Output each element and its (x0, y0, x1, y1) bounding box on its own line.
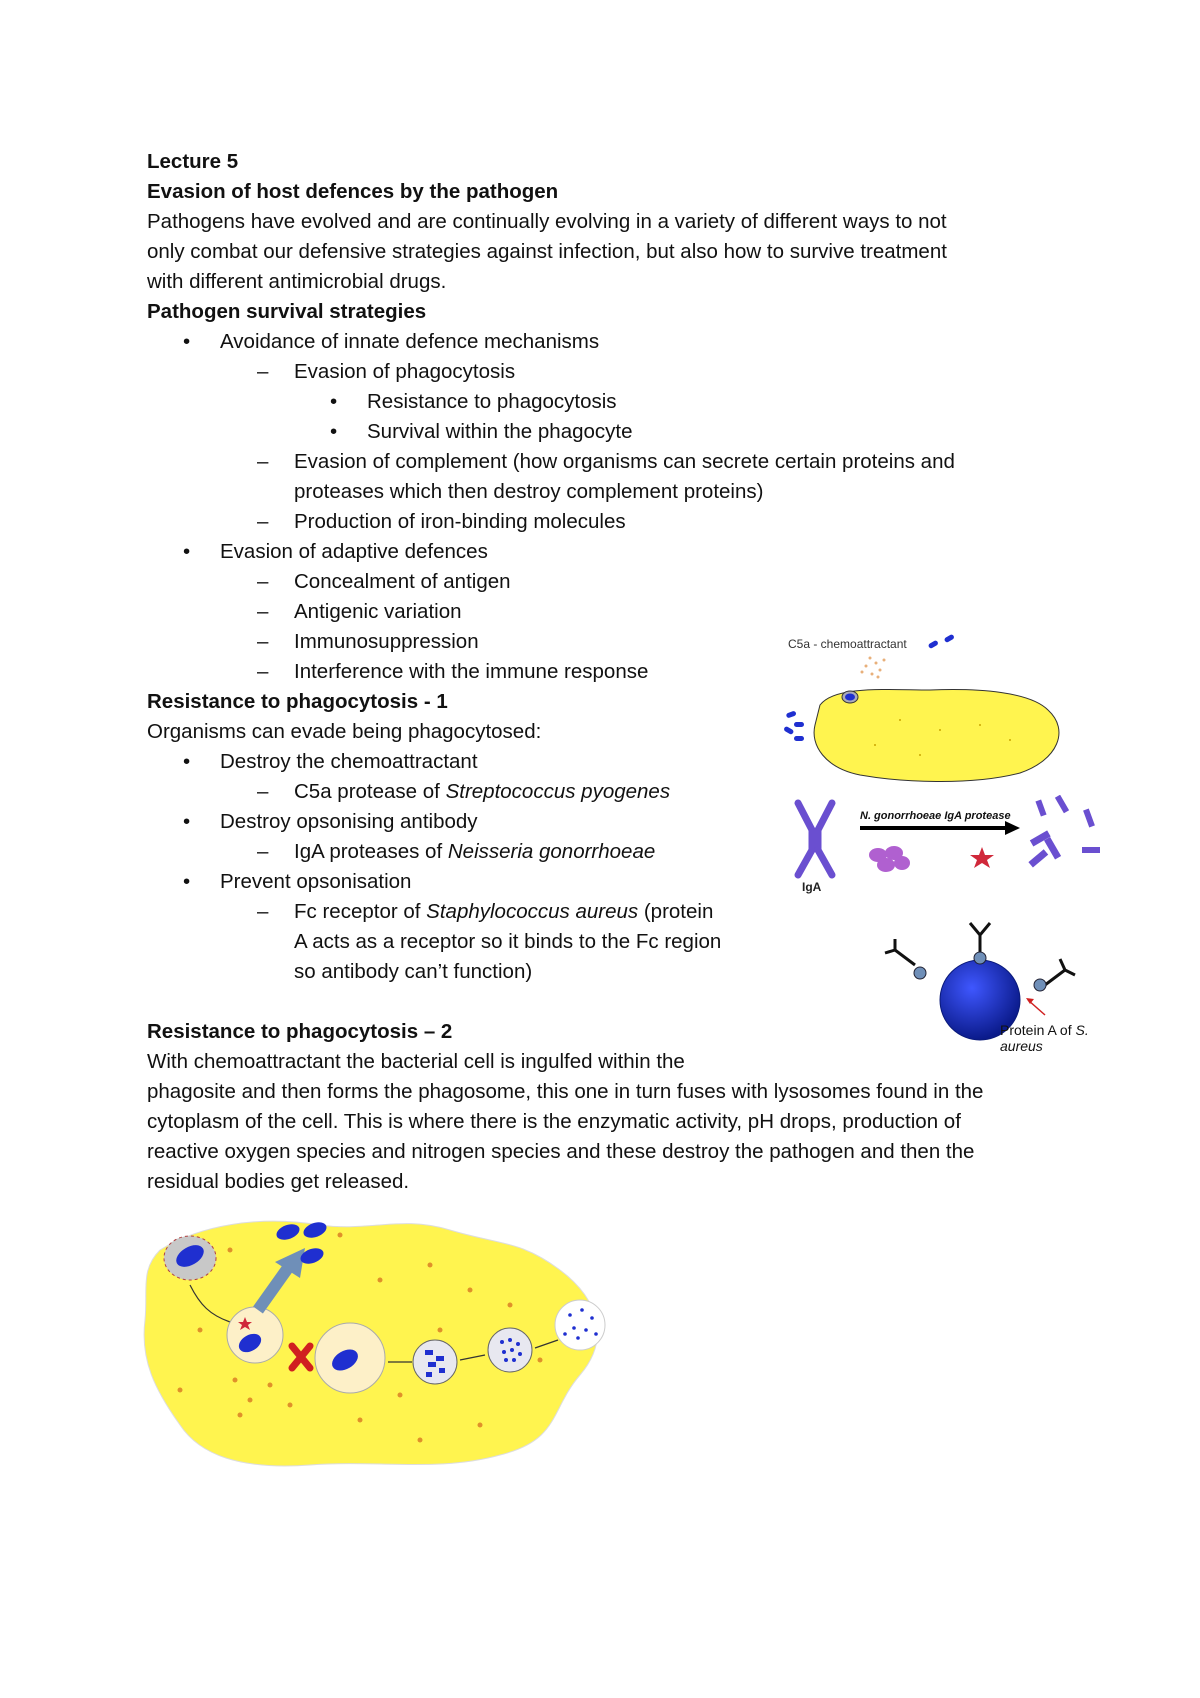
list-item: Production of iron-binding molecules (294, 510, 626, 533)
list-item: Evasion of phagocytosis (294, 360, 516, 383)
bullet-dot: • (183, 810, 191, 833)
list-item: Prevent opsonisation (220, 870, 412, 893)
para-line-3: cytoplasm of the cell. This is where there is the enzymatic activity, pH drops, production of (147, 1110, 961, 1133)
list-item: Evasion of complement (how organisms can secrete certain proteins and (294, 450, 955, 473)
bullet-dash: – (257, 660, 269, 683)
bullet-dash: – (257, 900, 269, 923)
bullet-dash: – (257, 840, 269, 863)
intro-line-3: with different antimicrobial drugs. (147, 270, 447, 293)
heading-evasion: Evasion of host defences by the pathogen (147, 180, 559, 203)
list-item (294, 837, 655, 867)
list-item: Avoidance of innate defence mechanisms (220, 330, 600, 353)
para-line-5: residual bodies get released. (147, 1170, 410, 1193)
fc-text-tail: (protein (638, 900, 714, 923)
list-item: Interference with the immune response (294, 660, 649, 683)
list-item-continued: A acts as a receptor so it binds to the Fc region (294, 930, 722, 953)
para-line-4: reactive oxygen species and nitrogen species and these destroy the pathogen and then the (147, 1140, 975, 1163)
species-name: Staphylococcus aureus (426, 900, 639, 923)
list-item: Destroy the chemoattractant (220, 750, 478, 773)
c5a-text: C5a protease of (294, 780, 446, 803)
chemoattractant-dots-icon (861, 657, 886, 679)
lecture-number: Lecture 5 (147, 150, 239, 173)
list-item: Resistance to phagocytosis (367, 390, 617, 413)
intro-line-2: only combat our defensive strategies against infection, but also how to survive treatment (147, 240, 947, 263)
species-name: Neisseria gonorrhoeae (447, 840, 656, 863)
bullet-dot: • (330, 390, 338, 413)
list-item: Survival within the phagocyte (367, 420, 633, 443)
bullet-dot: • (183, 330, 191, 353)
list-item (294, 897, 713, 927)
bullet-dot: • (183, 750, 191, 773)
star-icon (970, 847, 994, 868)
iga-protease-label: N. gonorrhoeae IgA protease (860, 810, 1011, 822)
heading-resistance-2: Resistance to phagocytosis – 2 (147, 1020, 453, 1043)
c5a-figure (780, 630, 1110, 790)
protease-enzyme-icon (869, 846, 910, 872)
iga-label: IgA (802, 880, 822, 894)
bullet-dash: – (257, 510, 269, 533)
bullet-dash: – (257, 600, 269, 623)
list-item: Immunosuppression (294, 630, 479, 653)
para-line-1: With chemoattractant the bacterial cell is ingulfed within the (147, 1050, 685, 1073)
list-item (294, 777, 670, 807)
bullet-dot: • (183, 870, 191, 893)
bullet-dash: – (257, 570, 269, 593)
evade-intro: Organisms can evade being phagocytosed: (147, 720, 542, 743)
iga-antibody-icon (798, 803, 832, 875)
protein-a-label: Protein A of S. (1000, 1022, 1089, 1038)
list-item: Concealment of antigen (294, 570, 511, 593)
protein-a-figure (860, 895, 1120, 1045)
list-item: Antigenic variation (294, 600, 462, 623)
bullet-dash: – (257, 450, 269, 473)
heading-survival-strategies: Pathogen survival strategies (147, 300, 427, 323)
bullet-dot: • (183, 540, 191, 563)
list-item: Evasion of adaptive defences (220, 540, 488, 563)
c5a-label: C5a - chemoattractant (788, 637, 907, 651)
fc-text: Fc receptor of (294, 900, 427, 923)
list-item-continued: proteases which then destroy complement proteins) (294, 480, 764, 503)
heading-resistance-1: Resistance to phagocytosis - 1 (147, 690, 448, 713)
intro-line-1: Pathogens have evolved and are continually evolving in a variety of different ways to not (147, 210, 947, 233)
cleaved-antibody-fragments-icon (1028, 795, 1100, 867)
bullet-dash: – (257, 360, 269, 383)
bullet-dash: – (257, 630, 269, 653)
species-name: Streptococcus pyogenes (445, 780, 671, 803)
protein-a-species: aureus (1000, 1038, 1043, 1054)
list-item-continued: so antibody can’t function) (294, 960, 533, 983)
iga-protease-figure (790, 795, 1120, 895)
para-line-2: phagosite and then forms the phagosome, this one in turn fuses with lysosomes found in the (147, 1080, 984, 1103)
phagocytosis-process-figure (140, 1210, 640, 1480)
bullet-dot: • (330, 420, 338, 443)
iga-text: IgA proteases of (294, 840, 448, 863)
list-item: Destroy opsonising antibody (220, 810, 478, 833)
bullet-dash: – (257, 780, 269, 803)
